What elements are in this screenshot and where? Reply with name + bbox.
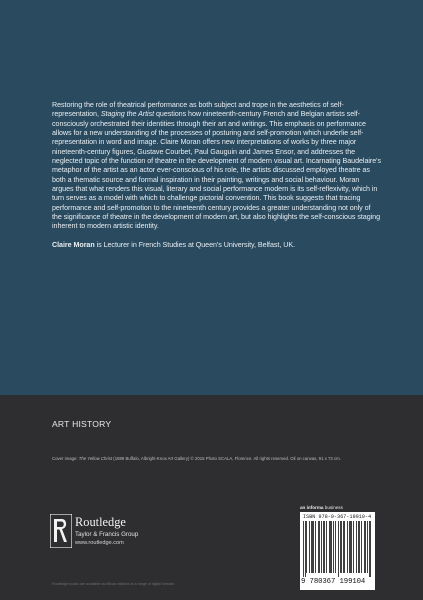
informa-brand: an informa: [300, 505, 324, 510]
publisher-name: Routledge: [75, 515, 126, 529]
author-name: Claire Moran: [52, 240, 95, 249]
routledge-logo: [50, 514, 210, 554]
cover-image-credit: [52, 456, 352, 462]
book-title: Staging the Artist: [100, 110, 155, 119]
routledge-r-icon: [50, 514, 72, 548]
author-bio: [52, 241, 382, 250]
barcode-digits: 9 780367 199104: [301, 578, 366, 586]
book-description: [52, 101, 382, 250]
credit-details: (1889 Buffalo, Albright-Knox Art Gallery) © 2015 Photo SCALA, Florence. All rights reserved. Oil on canvas, 91 x 73 cm.: [112, 456, 341, 461]
description-paragraph: [52, 101, 382, 232]
isbn-label: ISBN 978-0-367-19910-4: [303, 514, 372, 520]
subject-category: ART HISTORY: [52, 419, 112, 429]
isbn-barcode: [300, 512, 375, 590]
informa-business-label: [300, 505, 343, 510]
publisher-website[interactable]: www.routledge.com: [75, 540, 124, 546]
barcode-bars-icon: [303, 521, 372, 577]
credit-artwork-title: The Yellow Christ: [78, 456, 113, 461]
description-text-rest: questions how nineteenth-century French and Belgian artists self-consciously orchestrated their identities through their art and writings. This emphasis on performance allows for a new understanding of the processes of posturing and self-promotion which underlie self-representation in word and image. Claire Moran offers new interpretations of works by three major nineteenth-century figures, Gustave Courbet, Paul Gauguin and James Ensor, and addresses the neglected topic of the function of theatre in the development of modern visual art. Incarnating Baudelaire's metaphor of the artist as an actor ever-conscious of his role, the artists discussed employed theatre as both a thematic source and formal inspiration in their painting, writings and social behaviour. Moran argues that what renders this visual, literary and social performance modern is its self-reflexivity, which in turn serves as a model with which to challenge pictorial convention. This book suggests that tracing performance and self-promotion to the nineteenth century provides a greater understanding not only of the significance of theatre in the development of modern art, but also highlights the self-conscious staging inherent to modern artistic identity.: [52, 110, 382, 231]
credit-prefix: Cover image:: [52, 456, 79, 461]
publisher-group: Taylor & Francis Group: [75, 531, 139, 538]
author-bio-text: is Lecturer in French Studies at Queen's University, Belfast, UK.: [94, 240, 295, 249]
informa-suffix: business: [323, 505, 343, 510]
ebook-footnote: Routledge books are available as eBook editions in a range of digital formats: [52, 582, 175, 586]
description-text-start: Restoring the role of theatrical performance as both subject and trope in the aesthetics of self-representation,: [52, 101, 344, 119]
